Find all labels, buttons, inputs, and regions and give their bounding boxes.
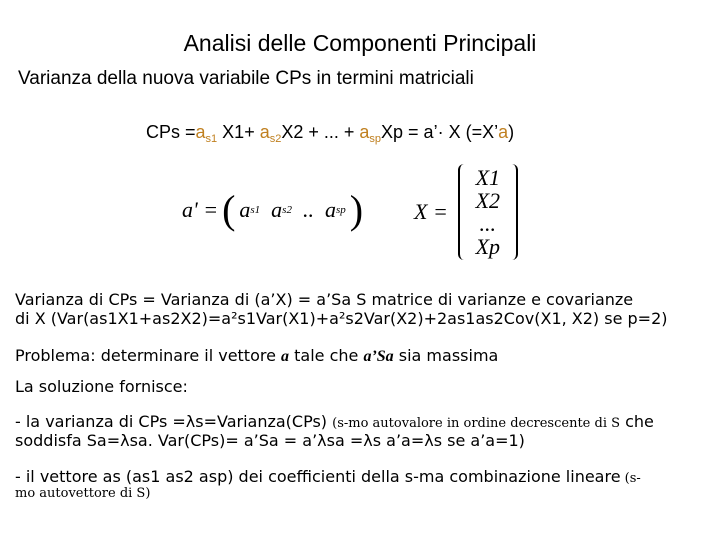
problem-aSa: a’Sa: [363, 348, 394, 365]
vector-x-item-4: Xp: [475, 234, 501, 260]
formula-x2: X2 + ... +: [281, 122, 360, 142]
solution-vector-small: (s-: [620, 471, 641, 486]
cps-formula: [146, 122, 514, 143]
variance-paragraph: [15, 290, 668, 328]
formula-coef-a1: a: [195, 122, 206, 142]
formula-coef-a2: a: [259, 122, 270, 142]
vector-x-item-3: ...: [479, 211, 497, 237]
vector-x-column: [458, 164, 518, 260]
solution-variance-b: (s-mo autovalore in ordine decrescente di S: [332, 416, 621, 431]
formula-sub-sp: sp: [369, 133, 382, 145]
vector-a-equation: a' = ( a s1 a s2 .. a sp ): [182, 187, 364, 232]
vector-x-lhs: X =: [414, 199, 448, 225]
vector-a-dots: ..: [302, 197, 314, 222]
subtitle: Varianza della nuova variabile CPs in termini matriciali: [18, 68, 474, 89]
vector-a-lhs: a' =: [182, 197, 219, 222]
problem-prefix: Problema: determinare il vettore: [15, 346, 282, 365]
formula-x1: X1+: [217, 122, 260, 142]
right-paren: ): [349, 187, 364, 232]
problem-mid: tale che: [289, 346, 364, 365]
solution-variance-c: che: [620, 412, 654, 431]
problem-a: a: [281, 348, 290, 365]
vector-a-e2: a: [271, 197, 283, 222]
formula-sub-s1: s1: [205, 133, 218, 145]
solution-vector-line-2: mo autovettore di S): [15, 486, 151, 501]
problem-suffix: sia massima: [393, 346, 499, 365]
solution-vector-line-1: [15, 467, 641, 486]
vector-a-e1: a: [239, 197, 251, 222]
solution-vector: [15, 467, 641, 501]
vector-a-e3: a: [324, 197, 336, 222]
variance-line-2: di X (Var(as1X1+as2X2)=a²s1Var(X1)+a²s2Var(X2)+2as1as2Cov(X1, X2) se p=2): [15, 309, 668, 328]
vector-x-item-2: X2: [475, 188, 501, 214]
formula-close: ): [508, 122, 515, 142]
solution-variance-a: - la varianza di CPs =λs=Varianza(CPs): [15, 412, 333, 431]
page-title: Analisi delle Componenti Principali: [183, 30, 537, 56]
problem-paragraph: [15, 346, 498, 366]
solution-variance-line-1: [15, 412, 654, 431]
vector-x-equation: [414, 164, 518, 260]
formula-sub-s2: s2: [269, 133, 282, 145]
formula-xp: Xp = a’· X (=X’: [381, 122, 499, 142]
formula-lhs: CPs =: [146, 122, 196, 142]
solution-variance: [15, 412, 654, 450]
solution-variance-line-2: soddisfa Sa=λsa. Var(CPs)= a’Sa = a’λsa =λs a’a=λs se a’a=1): [15, 431, 525, 450]
solution-vector-main: - il vettore as (as1 as2 asp) dei coefficienti della s-ma combinazione lineare: [15, 467, 621, 486]
formula-a-end: a: [498, 122, 509, 142]
solution-heading: La soluzione fornisce:: [15, 377, 188, 396]
vector-x-item-1: X1: [475, 165, 501, 190]
left-paren: (: [222, 187, 236, 232]
formula-coef-ap: a: [359, 122, 370, 142]
variance-line-1: Varianza di CPs = Varianza di (a’X) = a’Sa S matrice di varianze e covarianze: [15, 290, 634, 309]
